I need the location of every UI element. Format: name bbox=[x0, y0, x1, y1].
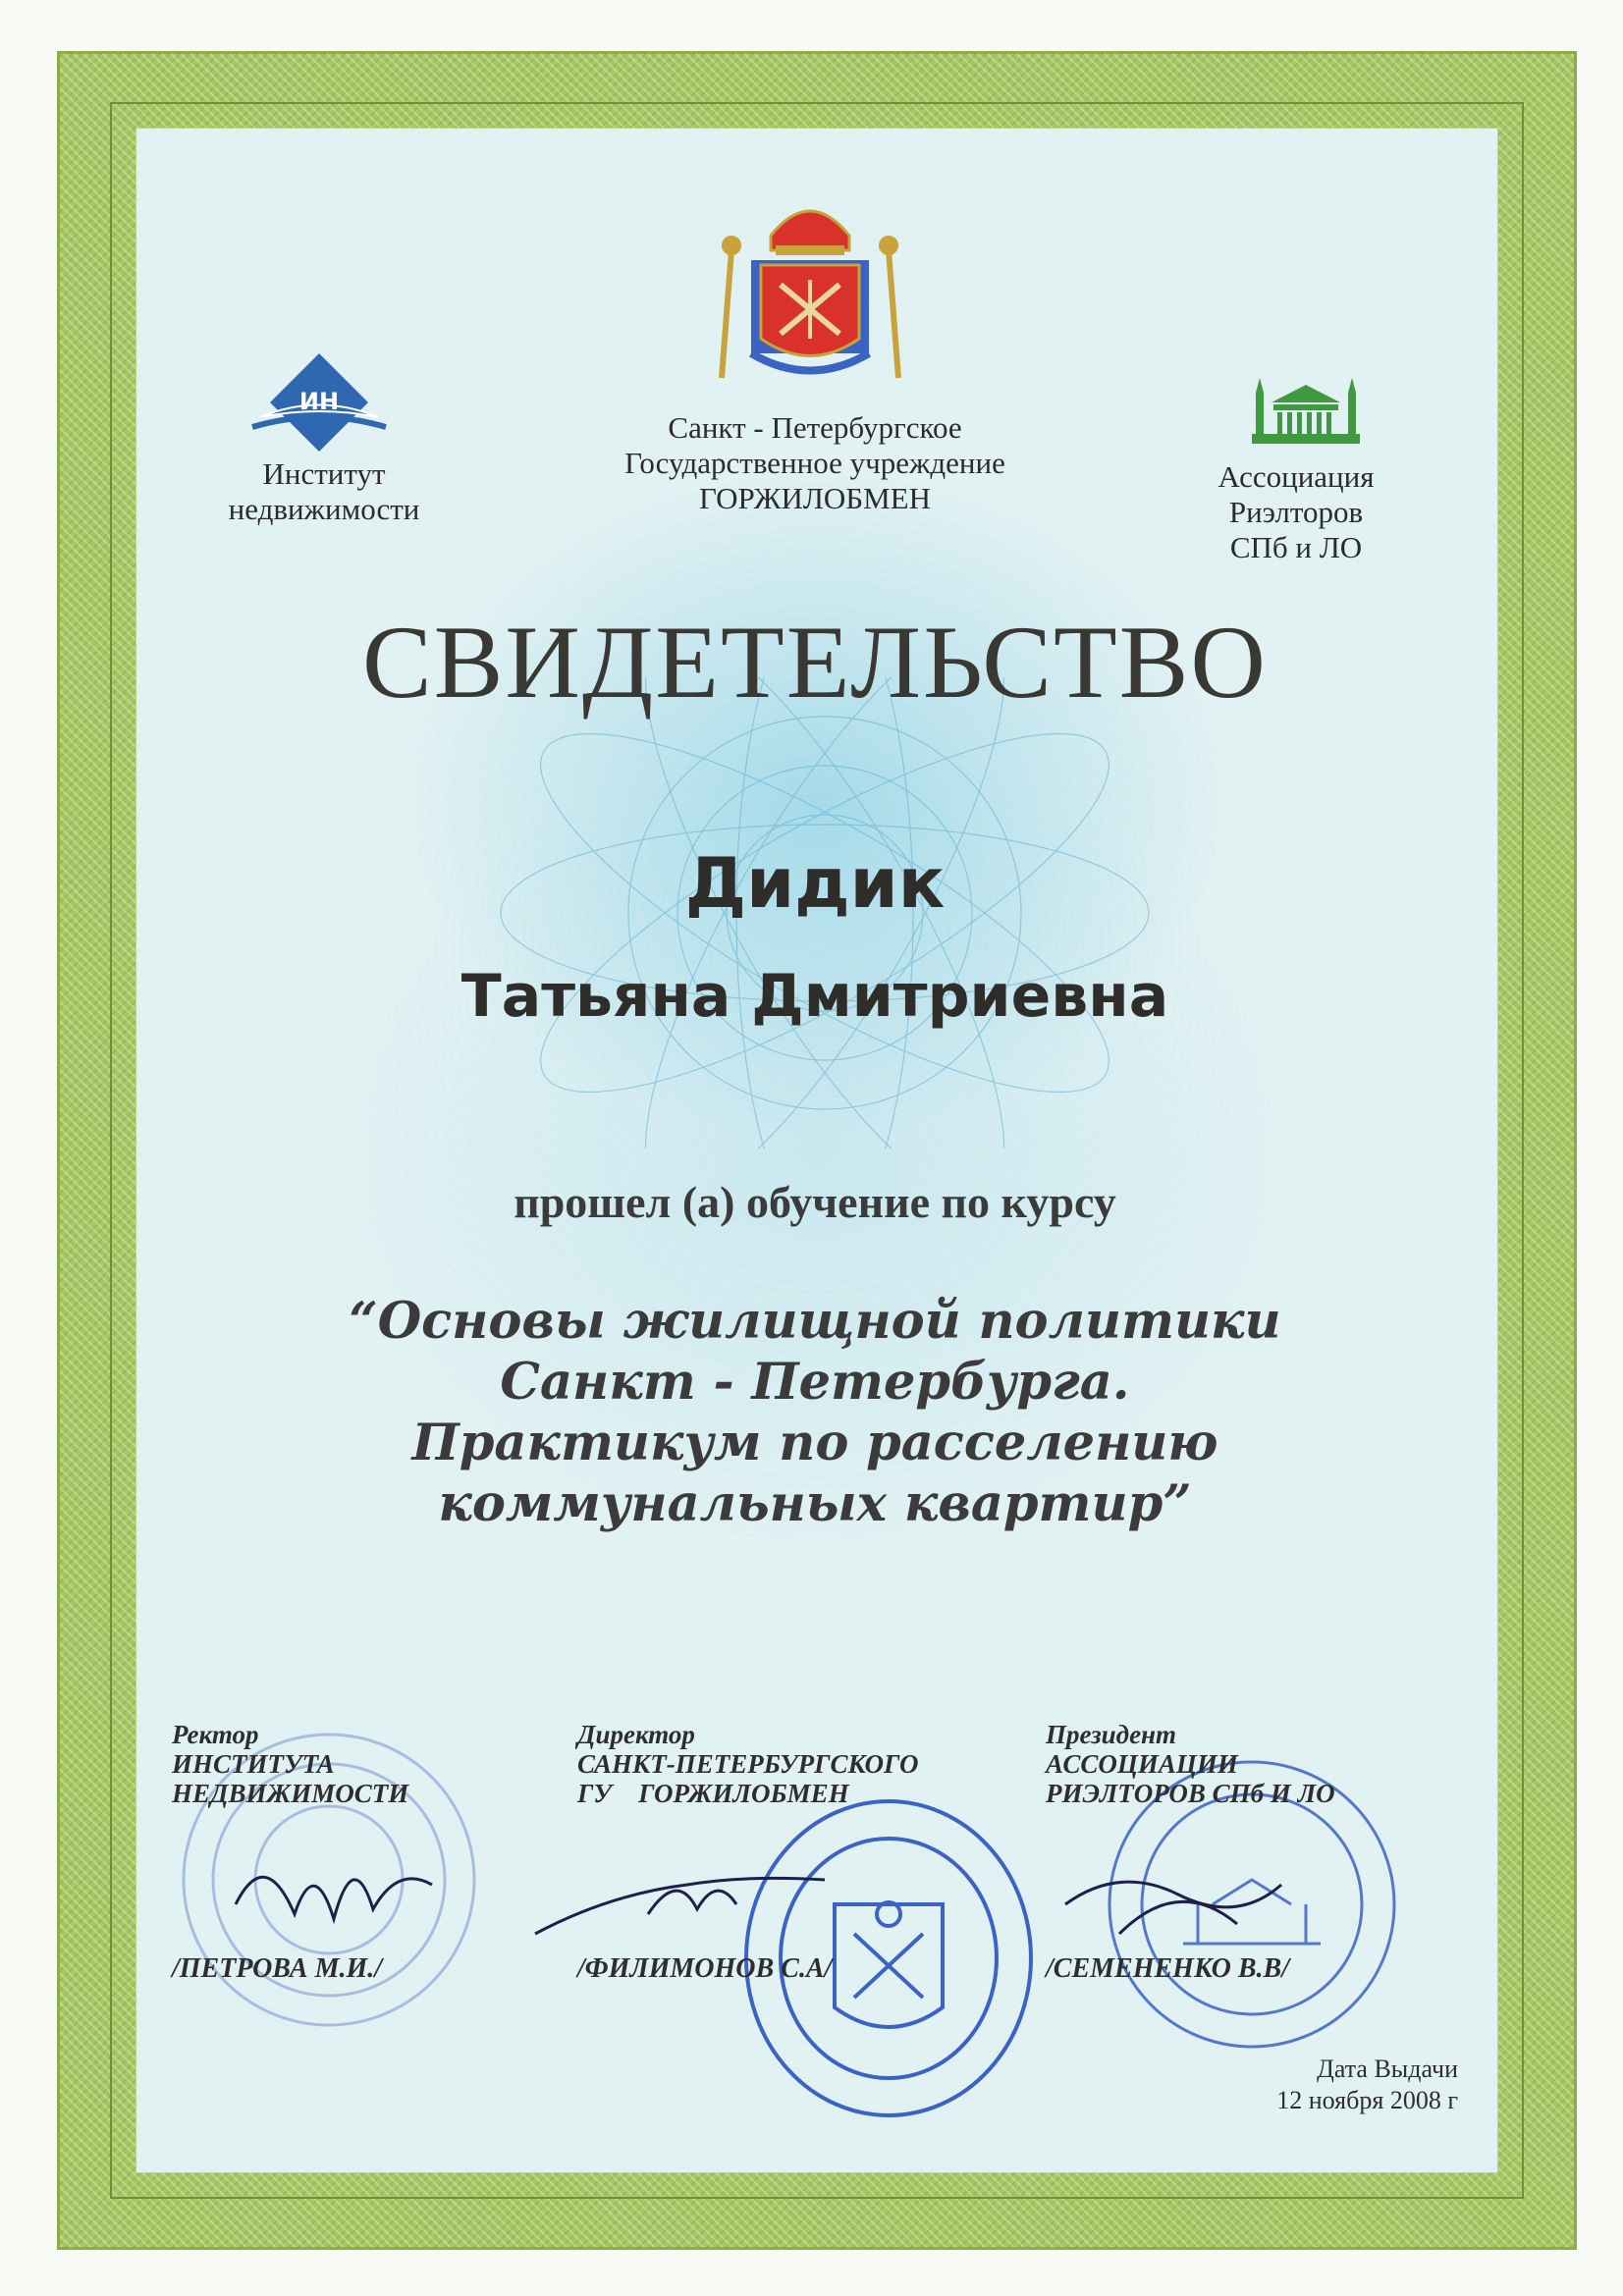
center-org-heading bbox=[511, 410, 1119, 516]
certificate-title: СВИДЕТЕЛЬСТВО bbox=[362, 605, 1268, 720]
right-org-line2: Риэлторов bbox=[1228, 495, 1364, 529]
recipient-given-names: Татьяна Дмитриевна bbox=[460, 962, 1169, 1031]
signatory-director-name: /ФИЛИМОНОВ С.А/ bbox=[577, 1953, 833, 1984]
left-org-line1: Институт bbox=[262, 456, 386, 491]
center-org-line2: Государственное учреждение bbox=[624, 446, 1005, 480]
president-signature bbox=[1060, 1855, 1286, 1953]
signatory-org-line: ГУ ГОРЖИЛОБМЕН bbox=[577, 1779, 849, 1808]
signatory-role: Ректор bbox=[172, 1720, 259, 1749]
course-title-line: Санкт - Петербурга. bbox=[500, 1353, 1130, 1412]
center-org-line3: ГОРЖИЛОБМЕН bbox=[699, 481, 931, 515]
issue-date-block bbox=[1213, 2054, 1458, 2116]
course-title bbox=[216, 1291, 1414, 1534]
signatory-org-line: АССОЦИАЦИИ bbox=[1046, 1749, 1238, 1779]
left-org-line2: недвижимости bbox=[228, 492, 420, 526]
right-org-label bbox=[1173, 459, 1419, 565]
left-org-label bbox=[182, 456, 466, 527]
course-intro: прошел (а) обучение по курсу bbox=[514, 1177, 1116, 1227]
issue-date-value: 12 ноября 2008 г bbox=[1276, 2086, 1458, 2114]
signatory-president-name: /СЕМЕНЕНКО В.В/ bbox=[1046, 1953, 1289, 1984]
signatory-org-line: РИЭЛТОРОВ СПб И ЛО bbox=[1046, 1779, 1335, 1808]
signatory-rector bbox=[172, 1720, 408, 1808]
course-title-line: “Основы жилищной политики bbox=[349, 1292, 1281, 1351]
signatory-director bbox=[577, 1720, 918, 1808]
rector-signature bbox=[226, 1826, 442, 1944]
signatory-role: Директор bbox=[577, 1720, 695, 1749]
real-estate-institute-logo bbox=[250, 348, 388, 456]
signatory-org-line: НЕДВИЖИМОСТИ bbox=[172, 1779, 409, 1808]
spb-coat-of-arms-emblem bbox=[712, 191, 908, 398]
signatory-president bbox=[1046, 1720, 1335, 1808]
signatory-org-line: ИНСТИТУТА bbox=[172, 1749, 335, 1779]
recipient-surname: Дидик bbox=[684, 843, 946, 924]
realtors-association-logo bbox=[1242, 373, 1370, 452]
center-org-line1: Санкт - Петербургское bbox=[668, 410, 962, 445]
signatory-role: Президент bbox=[1046, 1720, 1177, 1749]
issue-date-label: Дата Выдачи bbox=[1317, 2055, 1458, 2083]
right-org-line3: СПб и ЛО bbox=[1229, 530, 1363, 564]
signatory-org-line: САНКТ-ПЕТЕРБУРГСКОГО bbox=[577, 1749, 919, 1779]
signatory-rector-name: /ПЕТРОВА М.И./ bbox=[172, 1953, 383, 1984]
director-signature bbox=[530, 1855, 835, 1944]
logo-text: ИН bbox=[298, 388, 340, 415]
course-title-line: Практикум по расселению bbox=[411, 1414, 1218, 1472]
right-org-line1: Ассоциация bbox=[1217, 459, 1375, 494]
course-title-line: коммунальных квартир” bbox=[438, 1474, 1192, 1533]
